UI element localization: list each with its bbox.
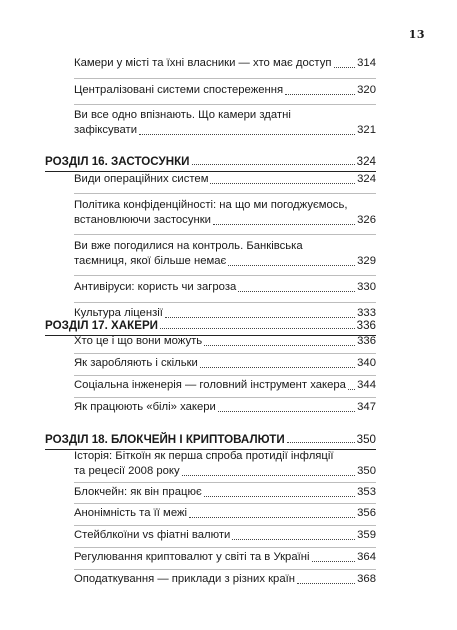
dot-leader bbox=[160, 328, 355, 329]
dot-leader bbox=[348, 389, 355, 390]
toc-entry bbox=[74, 334, 376, 349]
entry-page: 340 bbox=[357, 357, 376, 369]
entry-title: Стейблкоїни vs фіатні валюти bbox=[74, 529, 231, 541]
entry-divider bbox=[74, 503, 376, 504]
entry-title: Камери у місті та їхні власники — хто має доступ bbox=[74, 57, 332, 69]
entry-page: 353 bbox=[357, 486, 376, 498]
toc-entry bbox=[74, 83, 376, 98]
entry-divider bbox=[74, 547, 376, 548]
dot-leader bbox=[238, 291, 355, 292]
toc-entry bbox=[74, 506, 376, 521]
entry-page: 364 bbox=[357, 551, 376, 563]
entry-divider bbox=[74, 302, 376, 303]
entry-page: 359 bbox=[357, 529, 376, 541]
entry-divider bbox=[74, 482, 376, 483]
entry-title: Як заробляють і скільки bbox=[74, 357, 198, 369]
entry-page: 314 bbox=[357, 57, 376, 69]
entry-title-line1: Ви вже погодилися на контроль. Банківська bbox=[74, 240, 303, 252]
toc-entry bbox=[74, 56, 376, 71]
toc-entry bbox=[74, 572, 376, 587]
toc-entry bbox=[74, 280, 376, 295]
entry-title: Хто це і що вони можуть bbox=[74, 335, 203, 347]
entry-divider bbox=[74, 353, 376, 354]
entry-page: 324 bbox=[357, 173, 376, 185]
entry-title: Централізовані системи спостереження bbox=[74, 84, 284, 96]
entry-page: 333 bbox=[357, 307, 376, 319]
toc-entry bbox=[74, 550, 376, 565]
entry-page: 347 bbox=[357, 401, 376, 413]
entry-page: 356 bbox=[357, 507, 376, 519]
chapter-page: 336 bbox=[356, 319, 376, 332]
entry-title: Культура ліцензії bbox=[74, 307, 163, 319]
toc-entry bbox=[74, 449, 376, 479]
entry-title: Антивіруси: користь чи загроза bbox=[74, 281, 237, 293]
chapter-title: РОЗДІЛ 17. ХАКЕРИ bbox=[45, 319, 159, 332]
entry-divider bbox=[74, 275, 376, 276]
entry-title-line2: встановлюючи застосунки bbox=[74, 214, 211, 226]
entry-title: Блокчейн: як він працює bbox=[74, 486, 202, 498]
entry-divider bbox=[74, 193, 376, 194]
entry-title-line1: Історія: Біткоїн як перша спроба протидії інфляції bbox=[74, 450, 334, 462]
chapter-title: РОЗДІЛ 18. БЛОКЧЕЙН І КРИПТОВАЛЮТИ bbox=[45, 433, 285, 446]
entry-divider bbox=[74, 569, 376, 570]
dot-leader bbox=[139, 134, 355, 135]
entry-title-line2: зафіксувати bbox=[74, 124, 138, 136]
chapter-page: 324 bbox=[356, 155, 376, 168]
entry-title-line1: Ви все одно впізнають. Що камери здатні bbox=[74, 109, 291, 121]
entry-title-line2: таємниця, якої більше немає bbox=[74, 255, 227, 267]
entry-title: Оподаткування — приклади з різних країн bbox=[74, 573, 295, 585]
dot-leader bbox=[285, 94, 355, 95]
dot-leader bbox=[192, 164, 355, 165]
chapter-page: 350 bbox=[356, 433, 376, 446]
dot-leader bbox=[312, 561, 356, 562]
page-number: 13 bbox=[408, 28, 425, 41]
entry-page: 336 bbox=[357, 335, 376, 347]
entry-divider bbox=[74, 104, 376, 105]
entry-divider bbox=[74, 397, 376, 398]
toc-entry bbox=[74, 172, 376, 187]
entry-title: Соціальна інженерія — головний інструмент хакера bbox=[74, 379, 346, 391]
entry-title: Анонімність та її межі bbox=[74, 507, 188, 519]
toc-entry bbox=[74, 108, 376, 138]
dot-leader bbox=[200, 367, 355, 368]
dot-leader bbox=[287, 442, 355, 443]
entry-title: Як працюють «білі» хакери bbox=[74, 401, 216, 413]
dot-leader bbox=[182, 475, 355, 476]
entry-divider bbox=[74, 525, 376, 526]
entry-page: 320 bbox=[357, 84, 376, 96]
entry-divider bbox=[74, 78, 376, 79]
entry-divider bbox=[74, 234, 376, 235]
entry-title: Види операційних систем bbox=[74, 173, 209, 185]
chapter-heading bbox=[45, 426, 376, 450]
dot-leader bbox=[297, 583, 355, 584]
entry-page: 330 bbox=[357, 281, 376, 293]
entry-divider bbox=[74, 375, 376, 376]
dot-leader bbox=[228, 265, 355, 266]
toc-entry bbox=[74, 239, 376, 269]
dot-leader bbox=[218, 411, 355, 412]
entry-page: 326 bbox=[357, 214, 376, 226]
entry-page: 321 bbox=[357, 124, 376, 136]
chapter-heading bbox=[45, 312, 376, 336]
entry-title: Регулювання криптовалют у світі та в Україні bbox=[74, 551, 310, 563]
dot-leader bbox=[204, 496, 355, 497]
toc-entry bbox=[74, 400, 376, 415]
toc-entry bbox=[74, 198, 376, 228]
dot-leader bbox=[189, 517, 355, 518]
toc-entry bbox=[74, 356, 376, 371]
entry-page: 350 bbox=[357, 465, 376, 477]
entry-page: 329 bbox=[357, 255, 376, 267]
entry-title-line2: та рецесії 2008 року bbox=[74, 465, 180, 477]
dot-leader bbox=[204, 345, 355, 346]
dot-leader bbox=[210, 183, 355, 184]
dot-leader bbox=[334, 67, 356, 68]
chapter-title: РОЗДІЛ 16. ЗАСТОСУНКИ bbox=[45, 155, 190, 168]
entry-page: 368 bbox=[357, 573, 376, 585]
chapter-heading bbox=[45, 148, 376, 172]
toc-entry bbox=[74, 528, 376, 543]
dot-leader bbox=[213, 224, 355, 225]
entry-page: 344 bbox=[357, 379, 376, 391]
toc-entry bbox=[74, 378, 376, 393]
toc-entry bbox=[74, 485, 376, 500]
entry-title-line1: Політика конфіденційності: на що ми погоджуємось, bbox=[74, 199, 348, 211]
dot-leader bbox=[232, 539, 355, 540]
